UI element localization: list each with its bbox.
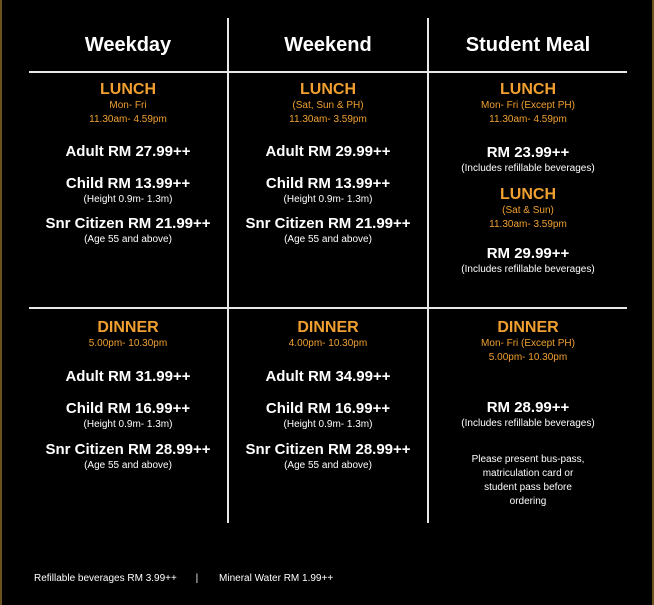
adult-price: Adult RM 31.99++ <box>65 368 191 385</box>
weekend-lunch-cell <box>229 80 427 246</box>
footer-separator: | <box>195 573 199 584</box>
meal-title: LUNCH <box>100 81 156 98</box>
notice-line: Please present bus-pass, <box>471 454 585 465</box>
child-note: (Height 0.9m- 1.3m) <box>83 194 173 205</box>
adult-price: Adult RM 29.99++ <box>265 143 391 160</box>
senior-note: (Age 55 and above) <box>84 234 172 245</box>
senior-note: (Age 55 and above) <box>84 460 172 471</box>
beverage-price: Refillable beverages RM 3.99++ <box>34 573 177 584</box>
student-lunch-note: (Includes refillable beverages) <box>461 163 595 174</box>
meal-hours: 11.30am- 4.59pm <box>89 114 167 125</box>
student-lunch-price: RM 23.99++ <box>486 144 570 161</box>
child-price: Child RM 16.99++ <box>65 400 191 417</box>
student-weekend-lunch-note: (Includes refillable beverages) <box>461 264 595 275</box>
header-weekday: Weekday <box>84 33 172 56</box>
meal-title: LUNCH <box>500 186 556 203</box>
meal-hours: 5.00pm- 10.30pm <box>488 352 568 363</box>
child-price: Child RM 13.99++ <box>265 175 391 192</box>
meal-title: DINNER <box>97 319 159 336</box>
student-dinner-cell <box>429 318 627 509</box>
notice-line: matriculation card or <box>482 468 574 479</box>
weekday-lunch-cell <box>29 80 227 246</box>
meal-title: DINNER <box>497 319 559 336</box>
water-price: Mineral Water RM 1.99++ <box>219 573 334 584</box>
child-note: (Height 0.9m- 1.3m) <box>83 419 173 430</box>
header-student-meal: Student Meal <box>465 33 591 56</box>
header-weekend: Weekend <box>284 33 372 56</box>
meal-days: Mon- Fri <box>109 100 147 111</box>
weekend-dinner-cell <box>229 318 427 472</box>
meal-hours: 4.00pm- 10.30pm <box>288 338 368 349</box>
student-weekend-lunch-price: RM 29.99++ <box>486 245 570 262</box>
price-table <box>29 18 627 523</box>
student-dinner-note: (Includes refillable beverages) <box>461 418 595 429</box>
student-pass-notice <box>429 453 627 509</box>
footer-prices <box>34 573 333 584</box>
senior-price: Snr Citizen RM 28.99++ <box>245 441 411 458</box>
adult-price: Adult RM 34.99++ <box>265 368 391 385</box>
meal-hours: 5.00pm- 10.30pm <box>88 338 168 349</box>
meal-days: Mon- Fri (Except PH) <box>481 100 575 111</box>
senior-price: Snr Citizen RM 21.99++ <box>245 215 411 232</box>
meal-title: DINNER <box>297 319 359 336</box>
child-price: Child RM 13.99++ <box>65 175 191 192</box>
meal-title: LUNCH <box>300 81 356 98</box>
child-note: (Height 0.9m- 1.3m) <box>283 194 373 205</box>
meal-hours: 11.30am- 4.59pm <box>489 114 567 125</box>
child-note: (Height 0.9m- 1.3m) <box>283 419 373 430</box>
senior-note: (Age 55 and above) <box>284 234 372 245</box>
row-divider <box>29 307 627 309</box>
meal-hours: 11.30am- 3.59pm <box>289 114 367 125</box>
meal-days: (Sat & Sun) <box>502 205 554 216</box>
child-price: Child RM 16.99++ <box>265 400 391 417</box>
senior-price: Snr Citizen RM 28.99++ <box>45 441 211 458</box>
senior-note: (Age 55 and above) <box>284 460 372 471</box>
senior-price: Snr Citizen RM 21.99++ <box>45 215 211 232</box>
meal-days: (Sat, Sun & PH) <box>292 100 364 111</box>
weekday-dinner-cell <box>29 318 227 472</box>
meal-hours: 11.30am- 3.59pm <box>489 219 567 230</box>
student-dinner-price: RM 28.99++ <box>486 399 570 416</box>
notice-line: ordering <box>509 496 547 507</box>
student-lunch-cell <box>429 80 627 276</box>
meal-title: LUNCH <box>500 81 556 98</box>
meal-days: Mon- Fri (Except PH) <box>481 338 575 349</box>
notice-line: student pass before <box>484 482 572 493</box>
adult-price: Adult RM 27.99++ <box>65 143 191 160</box>
